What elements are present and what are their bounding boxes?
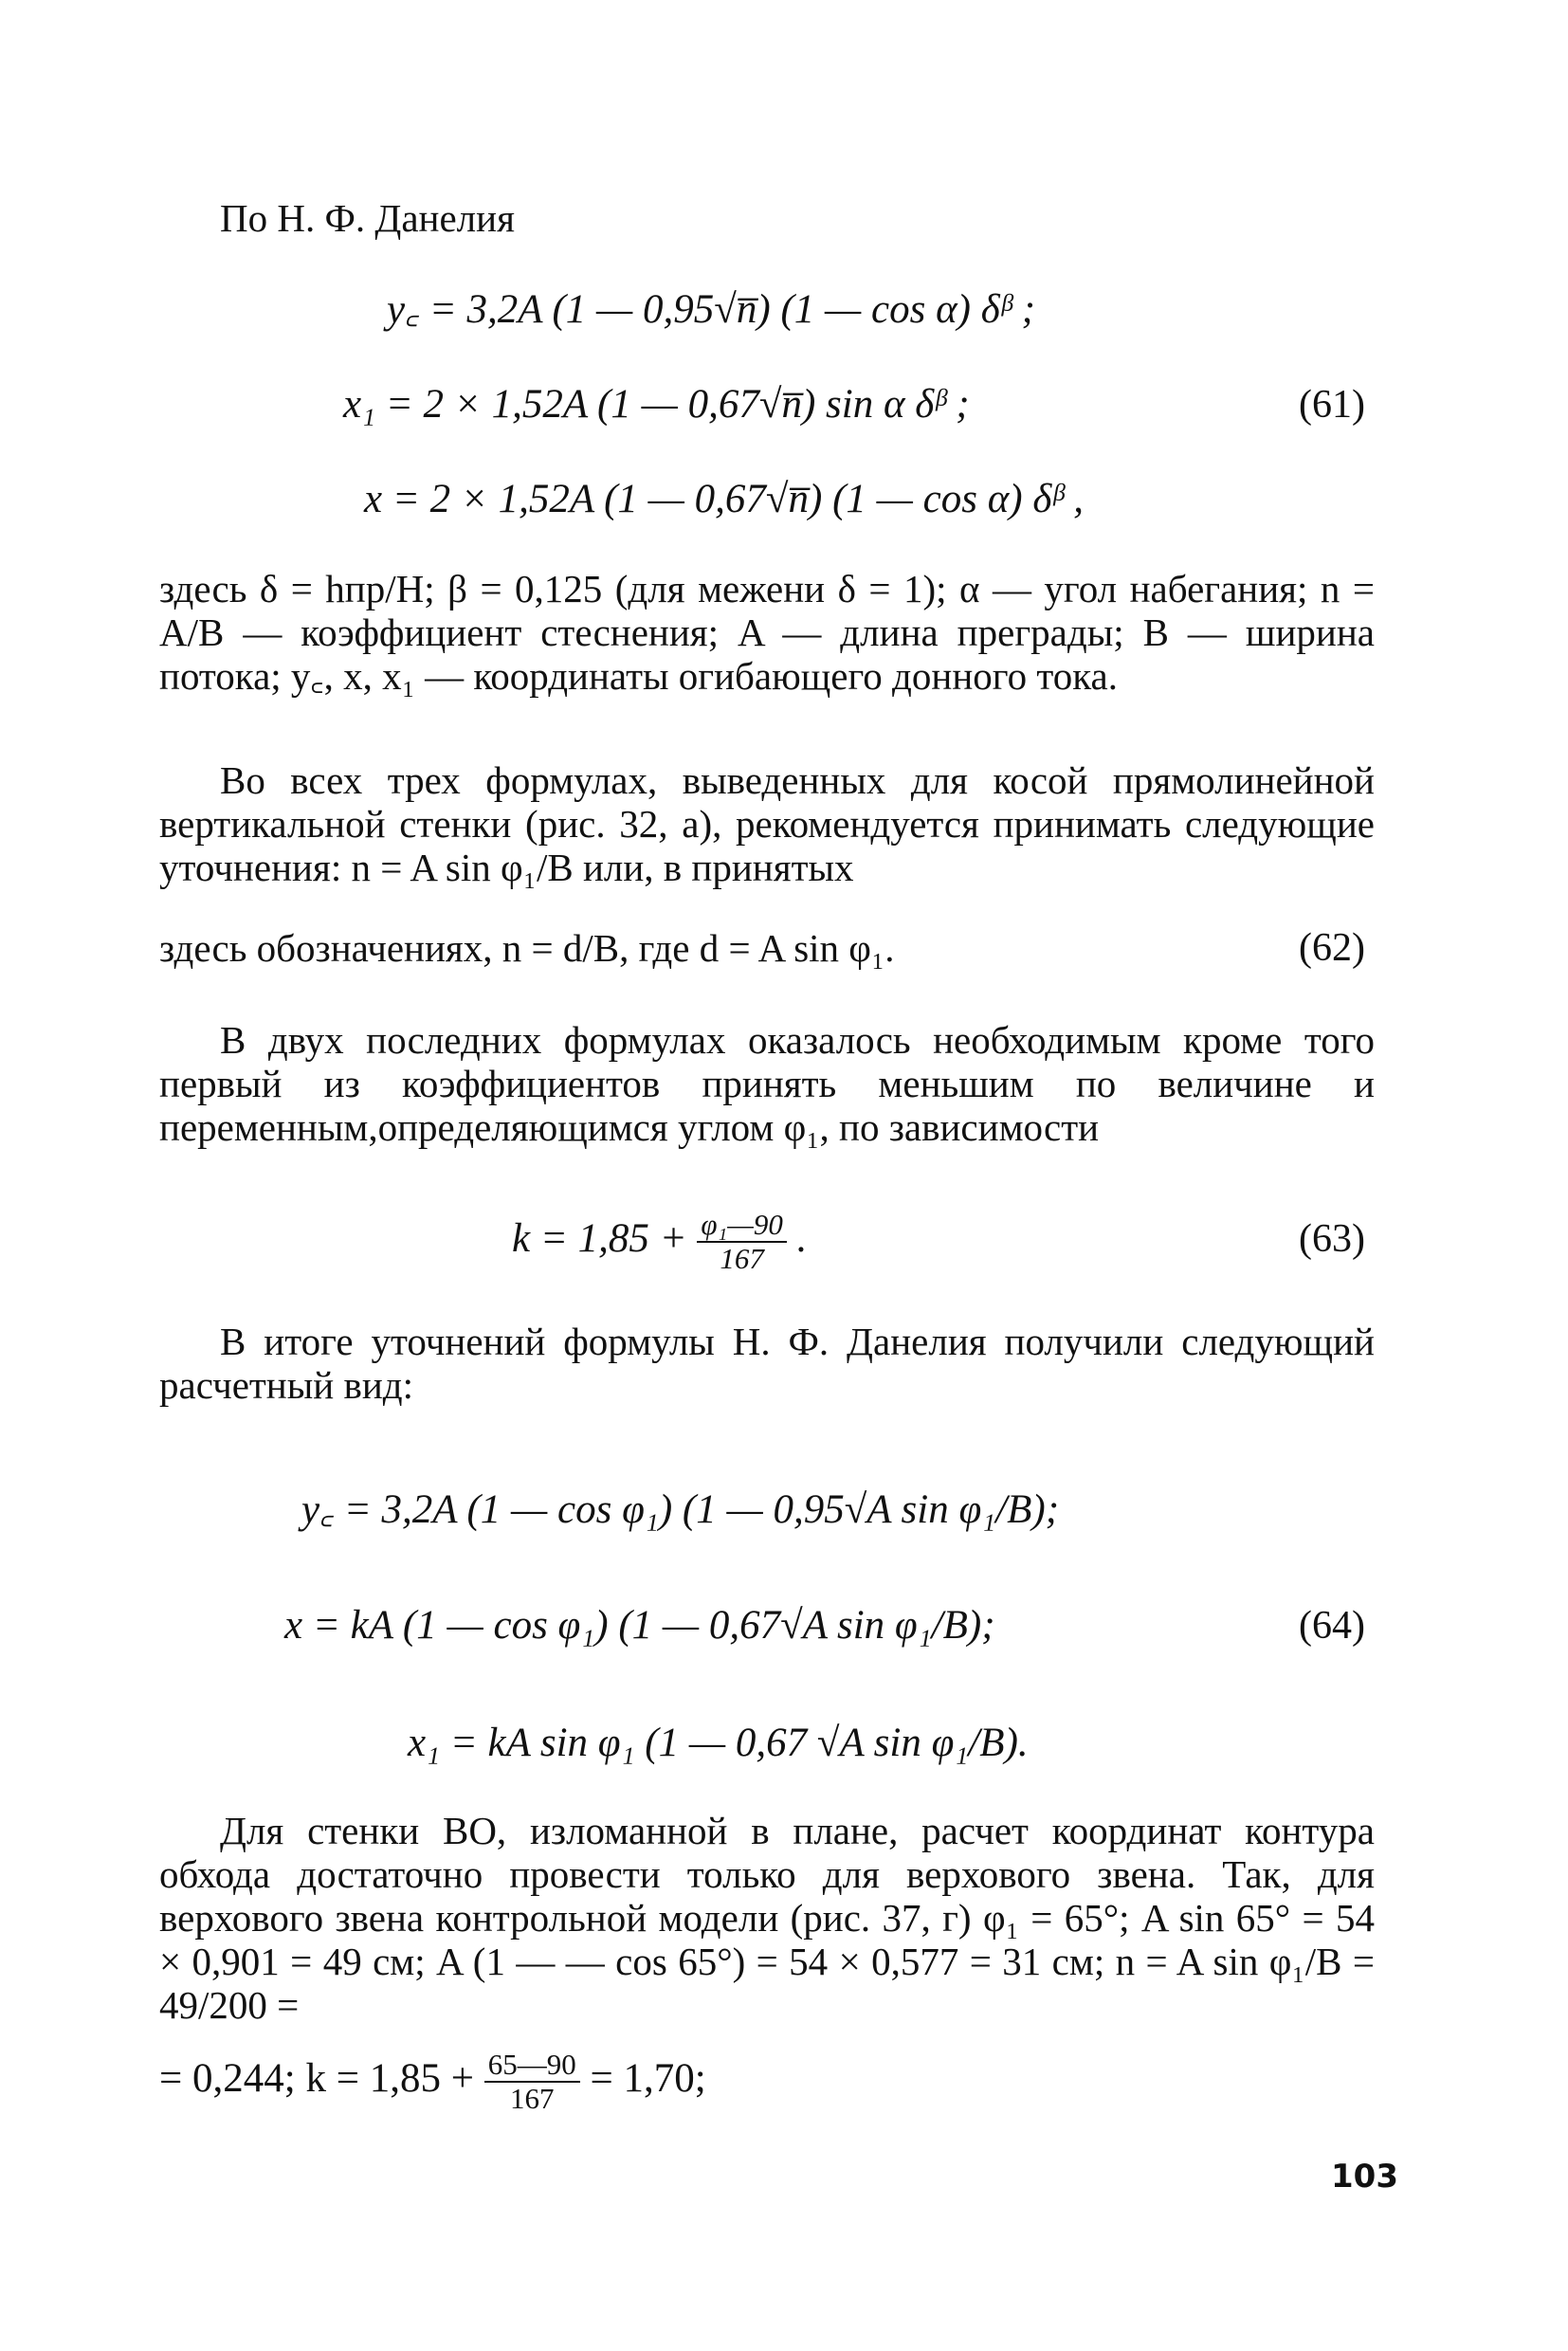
formula-64-yc: y꜀ = 3,2A (1 — cos φ₁) (1 — 0,95√A sin φ₁/B); (301, 1487, 1060, 1532)
paragraph-definitions: здесь δ = hпр/H; β = 0,125 (для межени δ = 1); α — угол набегания; n = A/B — коэффициент стеснения; A — длина преграды; B — ширина потока; y꜀, x, x₁ — координаты огибающего донного тока. (159, 567, 1375, 698)
paragraph-result: В итоге уточнений формулы Н. Ф. Данелия получили следующий расчетный вид: (159, 1320, 1375, 1407)
equation-number-61: (61) (1299, 383, 1365, 427)
formula-61-yc: y꜀ = 3,2A (1 — 0,95√n̅) (1 — cos α) δᵝ ; (387, 287, 1035, 332)
example-suffix: = 1,70; (590, 2056, 706, 2101)
formula-63 (512, 1196, 807, 1282)
author-heading: По Н. Ф. Данелия (220, 196, 515, 240)
page-number: 103 (1331, 2158, 1398, 2196)
example-prefix: = 0,244; k = 1,85 + (159, 2056, 474, 2101)
formula-63-denominator: 167 (720, 1242, 764, 1276)
paragraph-coefficient: В двух последних формулах оказалось необходимым кроме того первый из коэффициентов принять меньшим по величине и переменным,определяющимся углом φ₁, по зависимости (159, 1018, 1375, 1149)
example-numerator: 65—90 (484, 2049, 580, 2083)
formula-61-x: x = 2 × 1,52A (1 — 0,67√n̅) (1 — cos α) δᵝ , (364, 477, 1085, 521)
formula-63-suffix: . (796, 1216, 808, 1261)
formula-61-x1: x₁ = 2 × 1,52A (1 — 0,67√n̅) sin α δᵝ ; (343, 382, 970, 427)
formula-63-numerator: φ₁—90 (697, 1209, 787, 1243)
formula-63-prefix: k = 1,85 + (512, 1216, 687, 1261)
paragraph-example: Для стенки ВО, изломанной в плане, расчет координат контура обхода достаточно провести только для верхового звена. Так, для верхового звена контрольной модели (рис. 37, г) φ₁ = 65°; A sin 65° = 54 × 0,901 = 49 см; A (1 — — cos 65°) = 54 × 0,577 = 31 см; n = A sin φ₁/B = 49/200 = (159, 1809, 1375, 2027)
example-last-line (159, 2036, 706, 2122)
equation-number-63: (63) (1299, 1217, 1365, 1261)
formula-63-fraction (697, 1209, 787, 1275)
paragraph-refinements: Во всех трех формулах, выведенных для косой прямолинейной вертикальной стенки (рис. 32, а), рекомендуется принимать следующие уточнения: n = A sin φ₁/B или, в принятых (159, 758, 1375, 889)
formula-64-x1: x₁ = kA sin φ₁ (1 — 0,67 √A sin φ₁/B). (408, 1721, 1029, 1765)
equation-number-64: (64) (1299, 1604, 1365, 1648)
example-denominator: 167 (509, 2082, 555, 2116)
equation-number-62: (62) (1299, 926, 1365, 970)
formula-64-x: x = kA (1 — cos φ₁) (1 — 0,67√A sin φ₁/B); (284, 1603, 995, 1648)
example-fraction (484, 2049, 580, 2115)
equation-62-text: здесь обозначениях, n = d/B, где d = A sin φ₁. (159, 926, 895, 970)
